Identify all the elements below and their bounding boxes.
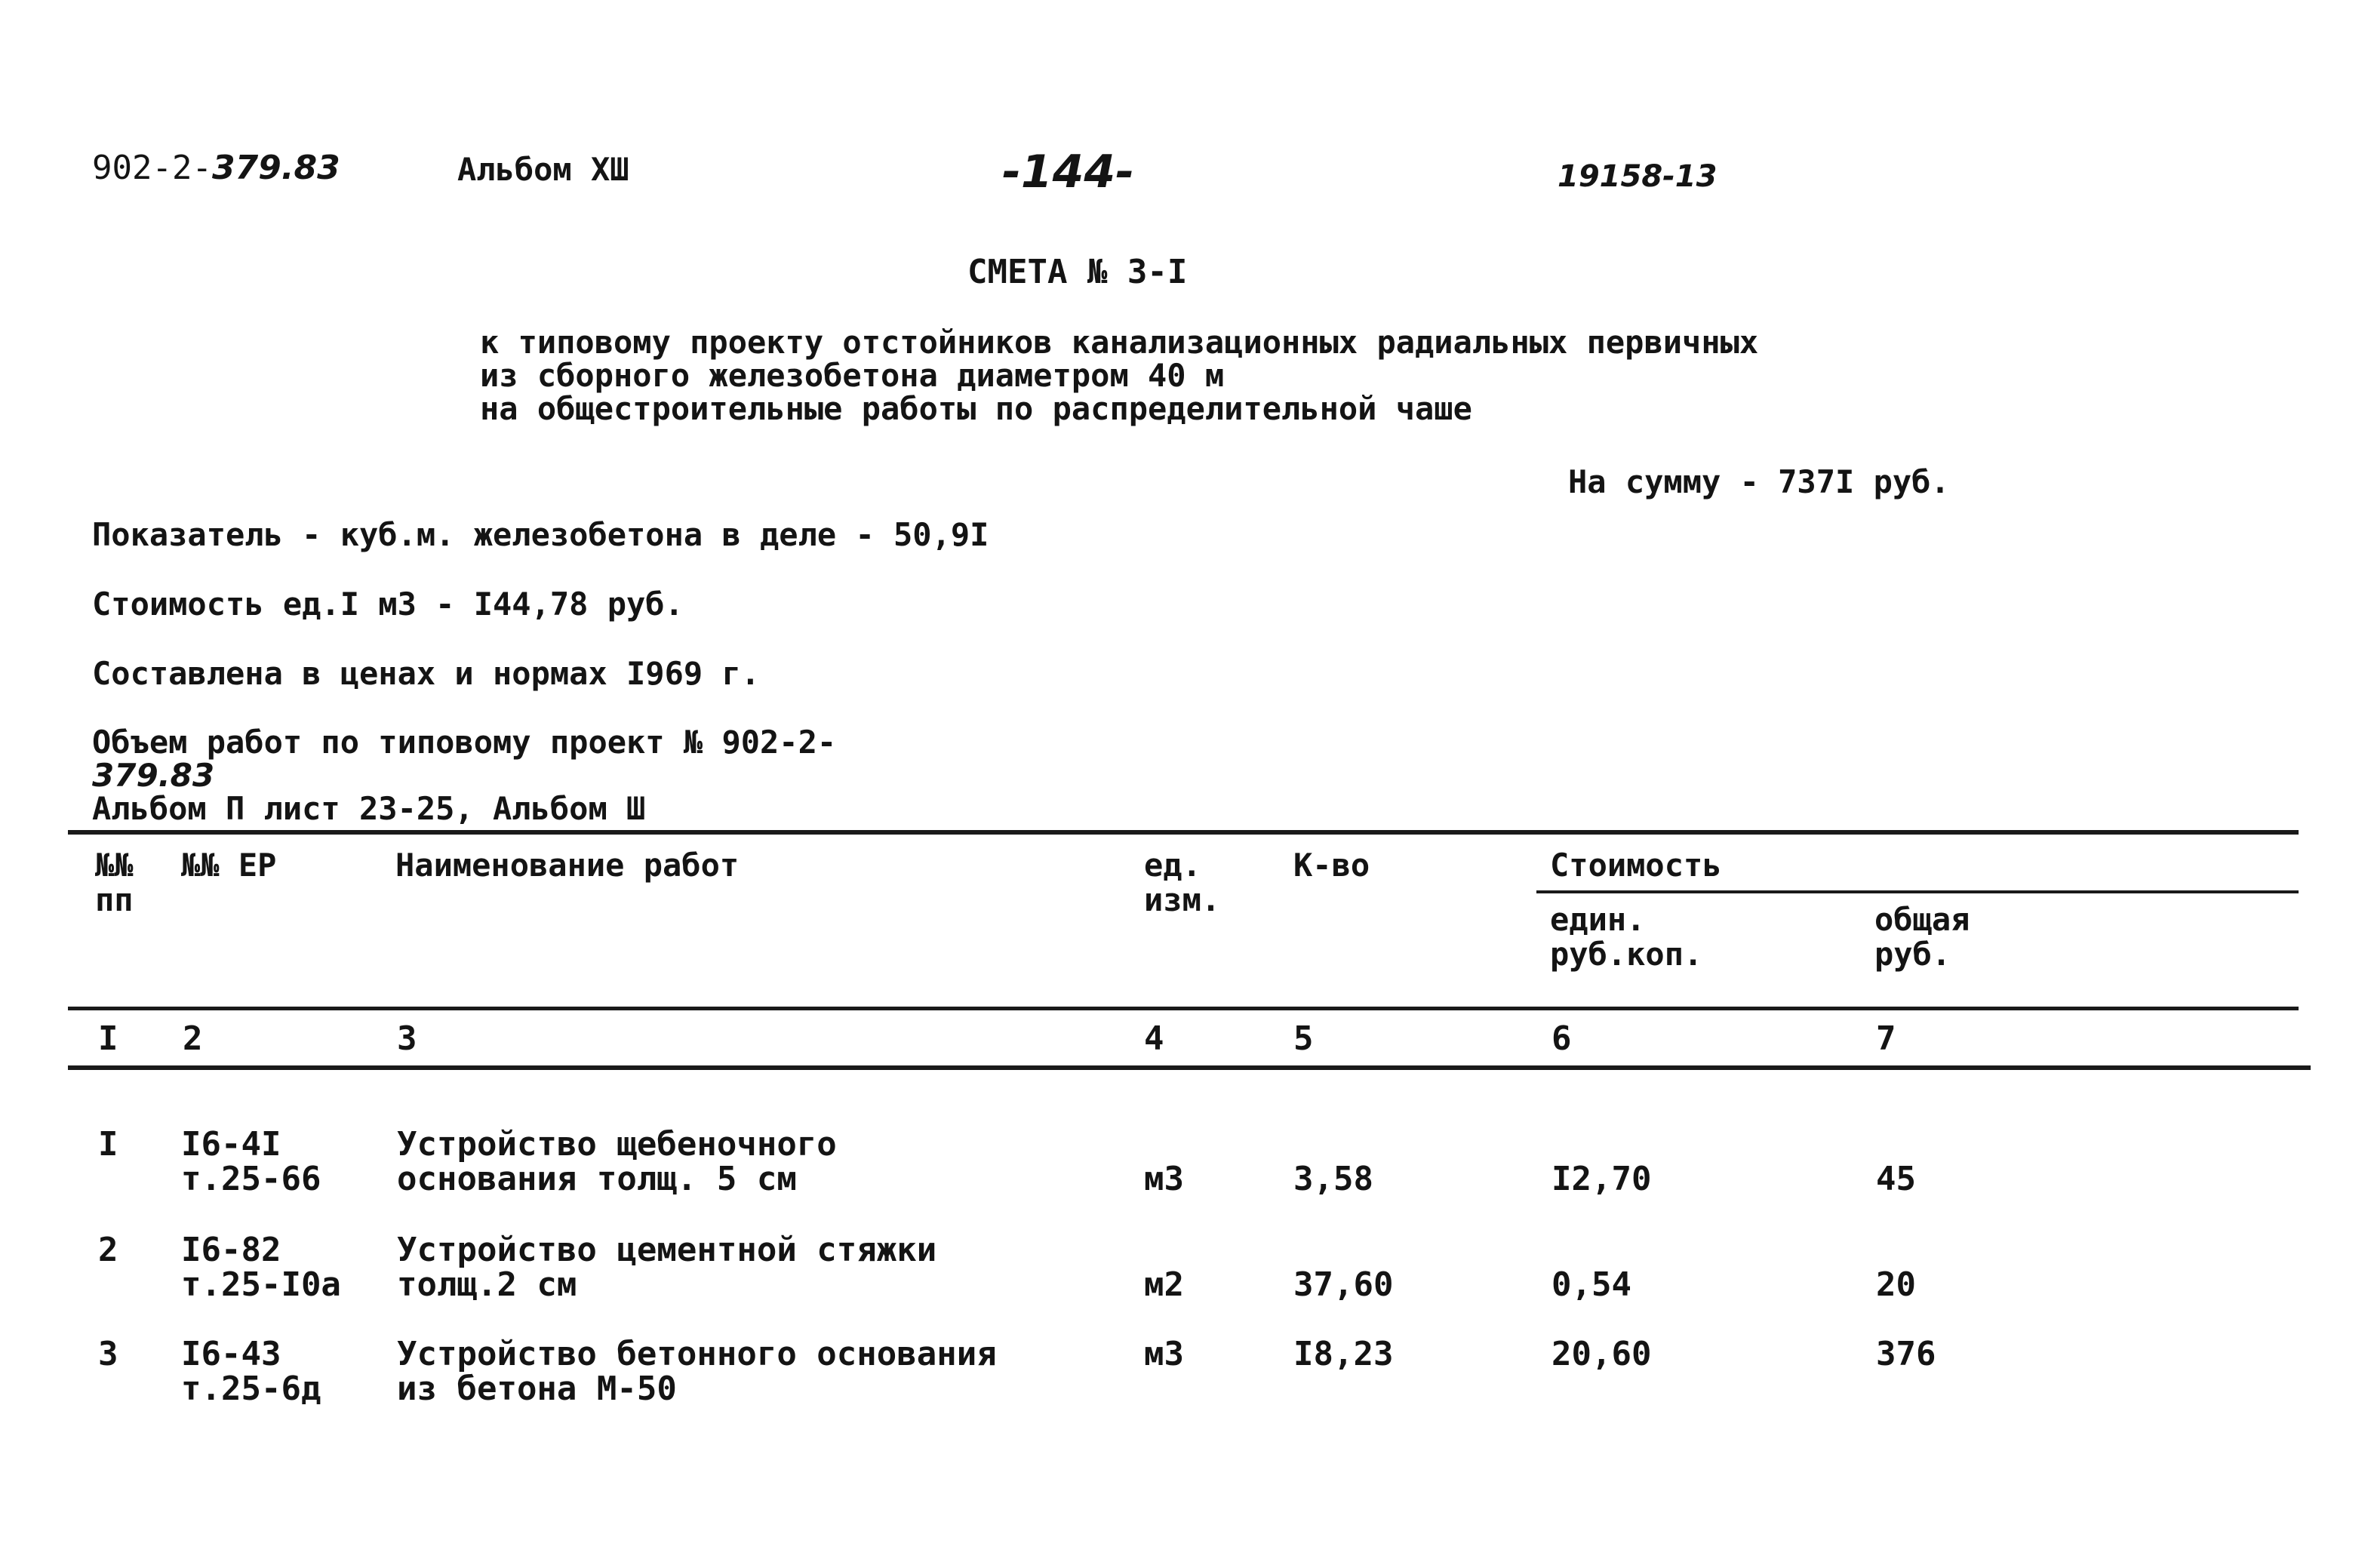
row-name: Устройство бетонного основания из бетона М-50 xyxy=(397,1335,997,1408)
subtitle-line: к типовому проекту отстойников канализационных радиальных первичных xyxy=(480,324,1759,361)
column-number: 5 xyxy=(1293,1019,1314,1058)
column-number: 6 xyxy=(1551,1019,1572,1058)
row-unit-price: 0,54 xyxy=(1551,1265,1631,1304)
row-er: I6-4I т.25-66 xyxy=(181,1125,321,1198)
archive-number: 19158-13 xyxy=(1558,159,1718,194)
project-code xyxy=(92,151,340,186)
header-er: №№ ЕР xyxy=(181,847,277,884)
header-cost: Стоимость xyxy=(1550,847,1722,884)
project-code-handwritten: 379.83 xyxy=(211,149,340,187)
header-name: Наименование работ xyxy=(395,847,740,884)
volume-line-2: Альбом П лист 23-25, Альбом Ш xyxy=(92,790,646,827)
header-total: общая руб. xyxy=(1874,901,1970,973)
cost-group-rule xyxy=(1536,890,2299,893)
column-number: 2 xyxy=(183,1019,203,1058)
row-num: I xyxy=(98,1125,118,1164)
row-total: 376 xyxy=(1876,1335,1936,1373)
estimate-title: СМЕТА № 3-I xyxy=(967,253,1188,291)
column-numbers-rule xyxy=(68,1065,2311,1070)
total-sum: На сумму - 737I руб. xyxy=(1568,463,1950,500)
row-num: 3 xyxy=(98,1335,118,1373)
row-qty: 37,60 xyxy=(1293,1265,1394,1304)
row-name: Устройство щебеночного основания толщ. 5 см xyxy=(397,1125,837,1198)
row-name: Устройство цементной стяжки толщ.2 см xyxy=(397,1231,937,1304)
row-total: 20 xyxy=(1876,1265,1916,1304)
row-unit: м3 xyxy=(1144,1160,1184,1198)
volume-reference xyxy=(92,726,836,826)
album-label: Альбом XШ xyxy=(457,151,629,188)
unit-cost-line: Стоимость ед.I м3 - I44,78 руб. xyxy=(92,586,684,623)
volume-line-1 xyxy=(92,726,836,792)
project-code-printed: 902-2- xyxy=(92,149,212,187)
column-number: 7 xyxy=(1876,1019,1896,1058)
compiled-line: Составлена в ценах и нормах I969 г. xyxy=(92,655,761,692)
row-qty: 3,58 xyxy=(1293,1160,1373,1198)
column-number: I xyxy=(98,1019,118,1058)
table-top-rule xyxy=(68,830,2299,835)
header-unit: ед. изм. xyxy=(1144,847,1221,918)
volume-handwritten: 379.83 xyxy=(92,757,215,794)
row-unit-price: I2,70 xyxy=(1551,1160,1652,1198)
row-er: I6-82 т.25-I0а xyxy=(181,1231,341,1304)
header-qty: К-во xyxy=(1293,847,1370,884)
subtitle-line: из сборного железобетона диаметром 40 м xyxy=(480,357,1225,394)
column-number: 3 xyxy=(397,1019,417,1058)
header-bottom-rule xyxy=(68,1007,2299,1010)
row-unit: м3 xyxy=(1144,1335,1184,1373)
row-total: 45 xyxy=(1876,1160,1916,1198)
row-qty: I8,23 xyxy=(1293,1335,1394,1373)
header-unit-price: един. руб.коп. xyxy=(1550,901,1703,973)
header-num: №№ пп xyxy=(95,847,134,918)
column-number: 4 xyxy=(1144,1019,1164,1058)
volume-printed: Объем работ по типовому проект № 902-2- xyxy=(92,724,837,761)
estimate-subtitle xyxy=(480,326,1758,426)
page-number: -144- xyxy=(1002,146,1135,198)
row-er: I6-43 т.25-6д xyxy=(181,1335,321,1408)
row-num: 2 xyxy=(98,1231,118,1269)
subtitle-line: на общестроительные работы по распределительной чаше xyxy=(480,390,1472,427)
row-unit-price: 20,60 xyxy=(1551,1335,1652,1373)
row-unit: м2 xyxy=(1144,1265,1184,1304)
indicator-line: Показатель - куб.м. железобетона в деле - 50,9I xyxy=(92,516,989,553)
